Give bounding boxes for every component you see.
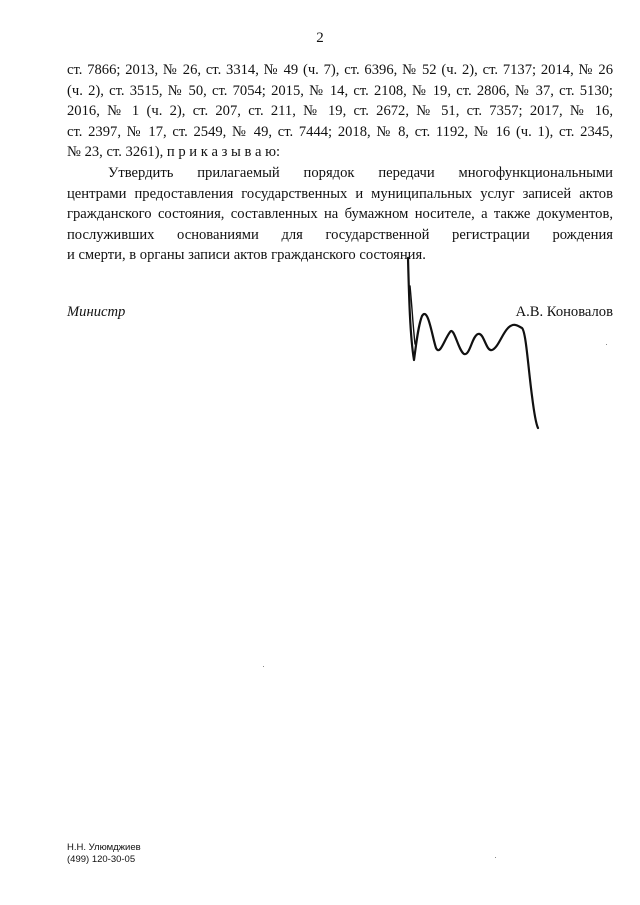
scan-speck [495,857,496,858]
order-line: гражданского состояния, составленных на бумажном носителе, а также документов, [67,206,613,222]
scan-speck [606,344,607,345]
minister-title: Министр [67,304,126,320]
body-line: 2016, № 1 (ч. 2), ст. 207, ст. 211, № 19, ст. 2672, № 51, ст. 7357; 2017, № 16, [67,103,613,119]
order-line: послуживших основаниями для государственной регистрации рождения [67,227,613,243]
order-line: Утвердить прилагаемый порядок передачи многофункциональными [108,165,613,181]
signer-name: А.В. Коновалов [515,304,613,320]
order-line: и смерти, в органы записи актов гражданского состояния. [67,247,426,263]
handwritten-signature [398,256,558,436]
scan-speck [263,666,264,667]
body-line: (ч. 2), ст. 3515, № 50, ст. 7054; 2015, № 14, ст. 2108, № 19, ст. 2806, № 37, ст. 5130; [67,83,613,99]
executor-phone: (499) 120-30-05 [67,854,136,865]
body-line: ст. 2397, № 17, ст. 2549, № 49, ст. 7444; 2018, № 8, ст. 1192, № 16 (ч. 1), ст. 2345, [67,124,613,140]
executor-name: Н.Н. Улюмджиев [67,842,141,853]
body-line: ст. 7866; 2013, № 26, ст. 3314, № 49 (ч. 7), ст. 6396, № 52 (ч. 2), ст. 7137; 2014, № 26 [67,62,613,78]
order-line: центрами предоставления государственных и муниципальных услуг записей актов [67,186,613,202]
page-number: 2 [316,30,324,46]
body-line: № 23, ст. 3261), п р и к а з ы в а ю: [67,144,281,160]
